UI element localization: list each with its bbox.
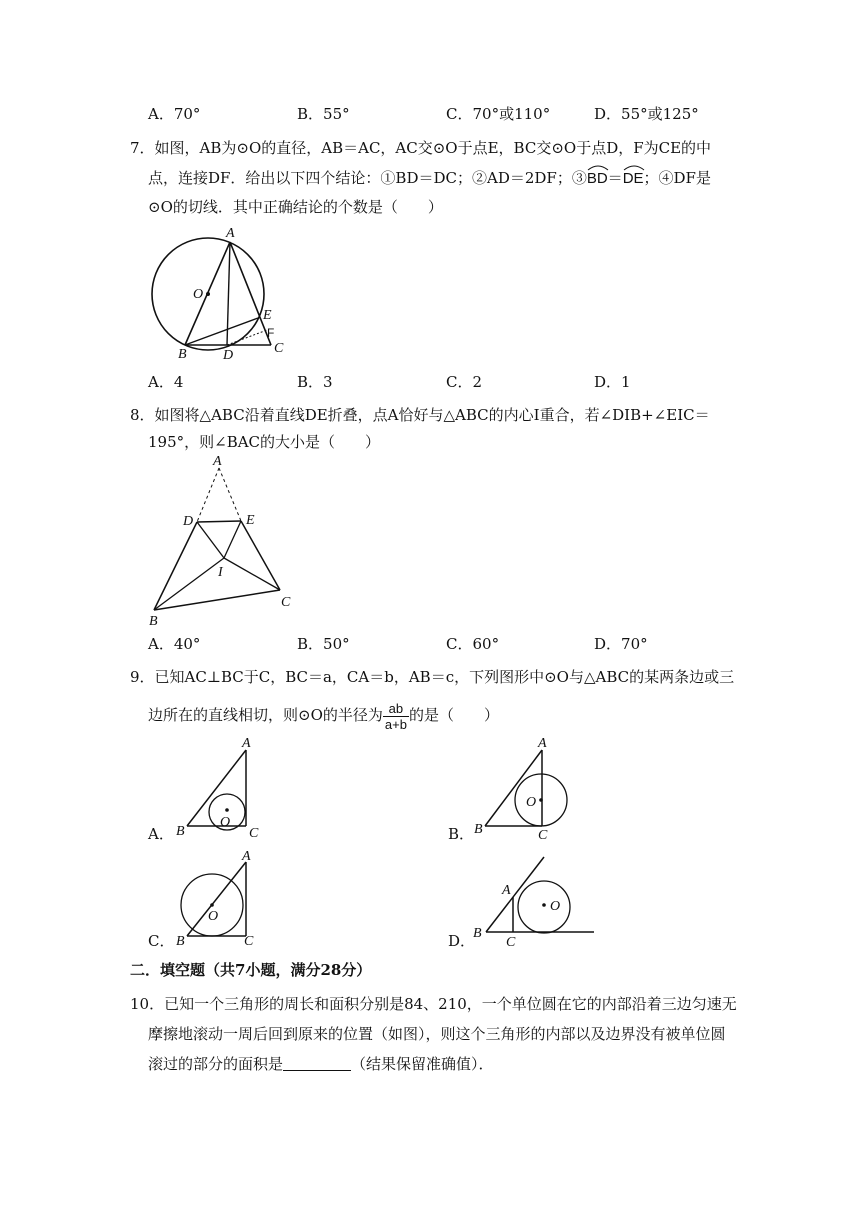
q7-option-d: D．1 xyxy=(594,373,631,391)
q7-label-f: F xyxy=(267,326,275,340)
q10-text-line2: 摩擦地滚动一周后回到原来的位置（如图），则这个三角形的内部以及边界没有被单位圆 xyxy=(148,1025,726,1043)
q9d-label-o: O xyxy=(550,899,561,914)
q9d-label-a: A xyxy=(502,883,511,898)
q9-text-line2-start: 边所在的直线相切，则⊙O的半径为 xyxy=(148,706,383,724)
q9-text-line2 xyxy=(148,698,499,732)
q9-figure-b xyxy=(468,736,578,842)
q7-text-line2-end: ；④DF是 xyxy=(643,169,711,187)
q9-fraction xyxy=(383,701,409,732)
q9-text-line1: 9．已知AC⊥BC于C，BC＝a，CA＝b，AB＝c，下列图形中⊙O与△ABC的某两条边或三 xyxy=(130,668,735,686)
q9c-label-b: B xyxy=(176,934,185,948)
q9-option-c-label: C． xyxy=(148,932,175,950)
q7-figure xyxy=(145,222,295,364)
q7-option-c: C．2 xyxy=(446,373,483,391)
q8-label-c: C xyxy=(281,595,291,610)
q10-text-line3 xyxy=(148,1054,494,1074)
q9a-label-b: B xyxy=(176,824,185,839)
q9d-label-b: B xyxy=(473,926,482,941)
q9-text-line2-end: 的是（ ） xyxy=(408,706,499,724)
q9c-label-c: C xyxy=(244,934,254,948)
q8-label-e: E xyxy=(246,513,255,528)
q10-text-line1: 10．已知一个三角形的周长和面积分别是84、210，一个单位圆在它的内部沿着三边匀速无 xyxy=(130,995,737,1013)
q8-label-d: D xyxy=(183,514,194,529)
q7-text-line3: ⊙O的切线．其中正确结论的个数是（ ） xyxy=(148,198,443,216)
q8-text-line2: 195°，则∠BAC的大小是（ ） xyxy=(148,433,381,451)
q9c-label-o: O xyxy=(208,909,219,924)
q7-option-a: A．4 xyxy=(148,373,184,391)
q7-label-e: E xyxy=(263,308,272,323)
q7-arc-bd: BD xyxy=(587,168,608,189)
q10-text-line3-end: （结果保留准确值）． xyxy=(351,1055,494,1073)
q6-option-c: C．70°或110° xyxy=(446,105,551,123)
q7-arc-equal: ＝ xyxy=(607,169,623,187)
q8-label-a: A xyxy=(213,455,222,469)
q9-figure-d xyxy=(468,852,598,948)
q7-label-c: C xyxy=(274,341,284,356)
q7-arc-de: DE xyxy=(623,168,644,189)
q6-option-a: A．70° xyxy=(148,105,201,123)
q9-option-b-label: B． xyxy=(448,825,475,843)
q7-label-o: O xyxy=(193,287,204,302)
q7-text-line2 xyxy=(148,168,711,189)
q7-text-line1: 7．如图，AB为⊙O的直径，AB＝AC，AC交⊙O于点E，BC交⊙O于点D，F为CE的中 xyxy=(130,139,712,157)
q8-option-c: C．60° xyxy=(446,635,500,653)
q9-option-d-label: D． xyxy=(448,932,476,950)
q9-fraction-denominator: a+b xyxy=(384,716,407,732)
q7-label-a: A xyxy=(226,226,235,241)
q8-option-b: B．50° xyxy=(297,635,350,653)
q9b-label-a: A xyxy=(538,736,547,751)
q8-option-d: D．70° xyxy=(594,635,648,653)
q8-label-b: B xyxy=(149,614,158,629)
q9c-label-a: A xyxy=(242,849,251,864)
q9-fraction-numerator: ab xyxy=(383,701,409,717)
q6-option-d: D．55°或125° xyxy=(594,105,699,123)
q6-option-b: B．55° xyxy=(297,105,350,123)
q8-option-a: A．40° xyxy=(148,635,201,653)
q10-text-line3-start: 滚过的部分的面积是 xyxy=(148,1055,284,1073)
q9-figure-c xyxy=(170,848,270,948)
q9-figure-a xyxy=(170,736,270,842)
q10-answer-blank[interactable] xyxy=(283,1056,351,1071)
section-title: 二．填空题（共7小题，满分28分） xyxy=(130,961,372,979)
q9a-label-o: O xyxy=(220,815,231,830)
q9b-label-o: O xyxy=(526,795,537,810)
q7-label-d: D xyxy=(223,348,234,363)
q8-label-i: I xyxy=(218,565,223,580)
q7-text-line2-start: 点，连接DF．给出以下四个结论：①BD＝DC；②AD＝2DF；③ xyxy=(148,169,587,187)
q9b-label-b: B xyxy=(474,822,483,837)
q9-option-a-label: A． xyxy=(148,825,174,843)
q9a-label-c: C xyxy=(249,826,259,841)
q8-figure xyxy=(140,455,310,630)
q9b-label-c: C xyxy=(538,828,548,842)
q7-label-b: B xyxy=(178,347,187,362)
q9d-label-c: C xyxy=(506,935,516,948)
q8-text-line1: 8．如图将△ABC沿着直线DE折叠，点A恰好与△ABC的内心I重合，若∠DIB+∠EIC＝ xyxy=(130,406,710,424)
q9a-label-a: A xyxy=(242,736,251,751)
q7-option-b: B．3 xyxy=(297,373,333,391)
